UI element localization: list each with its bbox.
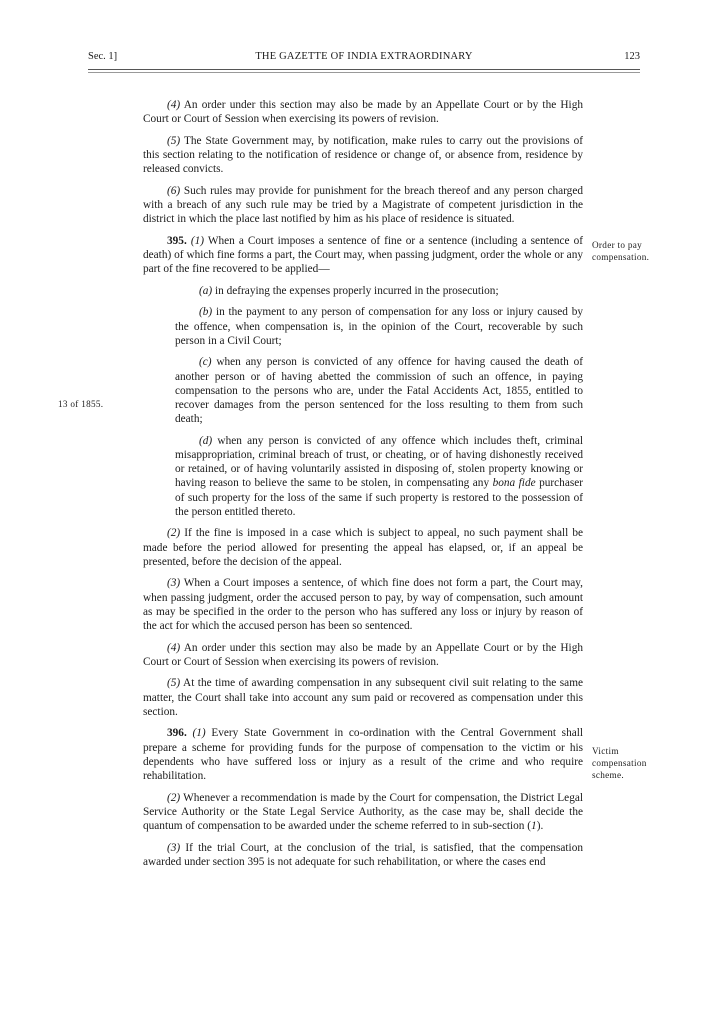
paragraph (143, 576, 583, 633)
subsection-number: (6) (167, 184, 181, 197)
paragraph-text: At the time of awarding compensation in any subsequent civil suit relating to the same matter, the Court shall take into account any sum paid or recovered as compensation under this section. (143, 677, 583, 718)
paragraph (143, 841, 583, 869)
section-396 (143, 726, 583, 783)
paragraph-text: When a Court imposes a sentence, of which fine does not form a part, the Court may, when passing judgment, order the accused person to pay, by way of compensation, such amount as may be specified in the order to the person who has suffered any loss or injury by reason of the act for which the accused person has been so sentenced. (143, 577, 583, 633)
clause-b (175, 305, 583, 348)
clause-number: (d) (199, 434, 213, 447)
subsection-number: (4) (167, 641, 181, 654)
subsection-number: (1) (192, 727, 206, 740)
paragraph (143, 641, 583, 669)
margin-note-order-to-pay: Order to pay compensation. (592, 240, 650, 262)
subsection-number: (1) (190, 234, 205, 247)
subsection-number: (4) (167, 99, 181, 111)
paragraph-text: The State Government may, by notification, make rules to carry out the provisions of this section relating to the notification of residence or change of, or absence from, residence by released convicts. (143, 134, 583, 176)
paragraph-text: An order under this section may also be made by an Appellate Court or by the High Court or Court of Session when exercising its powers of revision. (143, 641, 583, 668)
italic-term: bona fide (492, 477, 536, 490)
paragraph (143, 134, 583, 177)
clause-number: (b) (199, 306, 213, 319)
paragraph (143, 526, 583, 569)
subsection-number: (2) (167, 527, 181, 540)
paragraph (143, 98, 583, 126)
margin-note-act-reference: 13 of 1855. (58, 399, 104, 409)
clause-text: purchaser of such property for the loss of the same if such property is restored to the possession of the person entitled thereto. (175, 477, 584, 518)
clause-a (175, 284, 583, 298)
paragraph-text: Every State Government in co-ordination with the Central Government shall prepare a scheme for providing funds for the purpose of compensation to the victim or his dependents who have suffered loss or injury as a result of the crime and who require rehabilitation. (143, 727, 584, 783)
subsection-number: (2) (167, 791, 181, 804)
clause-text: when any person is convicted of any offence for having caused the death of another person or of having abetted the commission of such an offence, in paying compensation to the persons who are, under the Fatal Accidents Act, 1855, entitled to recover damages from the person sentenced for the loss resulting to them from such death; (175, 356, 583, 426)
subsection-number: (5) (167, 134, 181, 147)
page-header (88, 51, 640, 67)
clause-text: when any person is convicted of any offence which includes theft, criminal misappropriation, criminal breach of trust, or cheating, or of having dishonestly received or retained, or of having voluntarily assisted in disposing of, stolen property knowing or having reason to believe the same to be stolen, in compensating any (175, 434, 583, 490)
paragraph-text: If the trial Court, at the conclusion of the trial, is satisfied, that the compensation awarded under section 395 is not adequate for such rehabilitation, or where the cases end (143, 841, 583, 868)
section-label: Sec. 1] (88, 51, 118, 62)
clause-number: (a) (199, 284, 213, 297)
section-number: 396. (167, 727, 187, 740)
clause-text: in the payment to any person of compensation for any loss or injury caused by the offence, when compensation is, in the opinion of the Court, recoverable by such person in a Civil Court; (175, 306, 583, 347)
section-395 (143, 234, 583, 277)
page-number: 123 (624, 51, 640, 62)
subsection-number: (3) (167, 577, 181, 590)
clause-number: (c) (199, 356, 212, 369)
header-rule (88, 69, 640, 70)
paragraph-text: An order under this section may also be made by an Appellate Court or by the High Court or Court of Session when exercising its powers of revision. (143, 99, 583, 126)
clause-c (175, 355, 583, 426)
clause-text: in defraying the expenses properly incurred in the prosecution; (212, 284, 499, 297)
header-rule-secondary (88, 72, 640, 73)
margin-note-victim-scheme: Victim compensation scheme. (592, 746, 647, 780)
paragraph-text: When a Court imposes a sentence of fine or a sentence (including a sentence of death) of which fine forms a part, the Court may, when passing judgment, order the whole or any part of the fine recovered to be applied— (143, 234, 583, 276)
section-number: 395. (167, 234, 187, 247)
paragraph (143, 676, 583, 719)
document-body (143, 98, 583, 876)
paragraph-text: If the fine is imposed in a case which is subject to appeal, no such payment shall be made before the period allowed for presenting the appeal has elapsed, or, if an appeal be presented, before the decision of the appeal. (143, 527, 583, 568)
paragraph (143, 791, 583, 834)
subsection-reference: 1 (531, 820, 537, 833)
clause-d (175, 434, 583, 519)
subsection-number: (5) (167, 677, 181, 690)
paragraph-text: Such rules may provide for punishment for the breach thereof and any person charged with a breach of any such rule may be tried by a Magistrate of competent jurisdiction in the district in which the place last notified by him as his place of residence is situated. (143, 184, 583, 226)
paragraph-text: Whenever a recommendation is made by the Court for compensation, the District Legal Service Authority or the State Legal Service Authority, as the case may be, shall decide the quantum of compensation to be awarded under the scheme referred to in sub-section ( (143, 791, 583, 833)
gazette-title: THE GAZETTE OF INDIA EXTRAORDINARY (255, 51, 473, 62)
paragraph-text: ). (536, 820, 544, 833)
paragraph (143, 184, 583, 227)
subsection-number: (3) (167, 841, 181, 854)
